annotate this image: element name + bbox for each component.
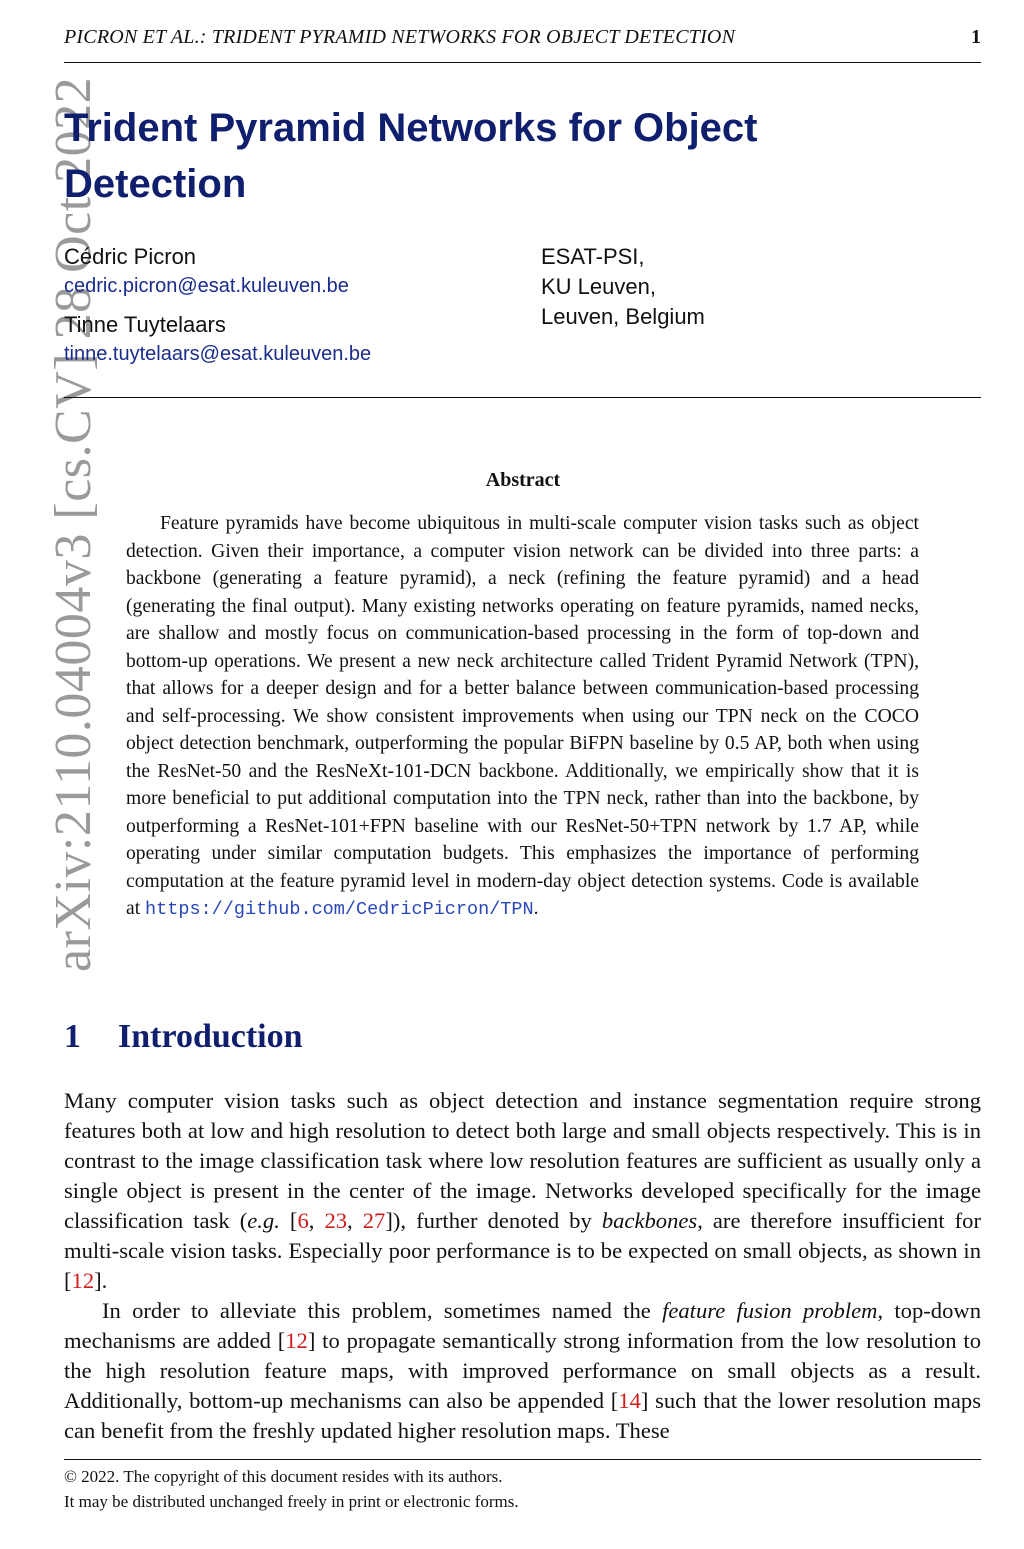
author-name: Tinne Tuytelaars bbox=[64, 312, 226, 337]
code-url-link[interactable]: https://github.com/CedricPicron/TPN bbox=[145, 899, 534, 920]
section-title: Introduction bbox=[118, 1018, 303, 1055]
affiliation bbox=[541, 242, 705, 332]
abstract-body bbox=[126, 510, 919, 924]
header-rule bbox=[64, 62, 981, 63]
paragraph bbox=[64, 1086, 981, 1296]
text-run: , bbox=[308, 1208, 325, 1233]
paragraph bbox=[64, 1296, 981, 1446]
citation-link[interactable]: 27 bbox=[362, 1208, 386, 1233]
intro-body bbox=[64, 1086, 981, 1446]
abstract-heading: Abstract bbox=[485, 469, 561, 491]
page-number: 1 bbox=[971, 26, 981, 48]
text-run: , top-down mechanisms are added [ bbox=[64, 1298, 981, 1353]
citation-link[interactable]: 14 bbox=[618, 1388, 641, 1413]
copyright-footnote bbox=[64, 1464, 519, 1514]
text-run: ]), further denoted by bbox=[385, 1208, 602, 1233]
paper-title-line2: Detection bbox=[64, 162, 247, 206]
text-run: , bbox=[347, 1208, 363, 1233]
paper-title bbox=[64, 100, 914, 212]
author-email-link[interactable]: tinne.tuytelaars@esat.kuleuven.be bbox=[64, 343, 372, 365]
citation-link[interactable]: 6 bbox=[297, 1208, 309, 1233]
text-run: Many computer vision tasks such as object detection and instance segmentation require strong features both at low and high resolution to detect both large and small objects respectively. This is in contrast to the image classification task where low resolution features are sufficient as usually only a single object is present in the center of the image. Networks developed specifically for the image classification task ( bbox=[64, 1088, 981, 1233]
text-run: [ bbox=[279, 1208, 298, 1233]
paper-title-line1: Trident Pyramid Networks for Object bbox=[64, 106, 758, 150]
section-number: 1 bbox=[64, 1018, 81, 1055]
section-heading bbox=[64, 1018, 303, 1056]
text-run: In order to alleviate this problem, sometimes named the bbox=[102, 1298, 663, 1323]
citation-link[interactable]: 12 bbox=[71, 1268, 95, 1293]
citation-link[interactable]: 12 bbox=[285, 1328, 308, 1353]
affiliation-line: KU Leuven, bbox=[541, 274, 656, 299]
abstract-end: . bbox=[533, 898, 539, 919]
abstract-text: Feature pyramids have become ubiquitous in multi-scale computer vision tasks such as object detection. Given their importance, a computer vision network can be divided into three parts: a backbone (generating a feature pyramid), a neck (refining the feature pyramid) and a head (generating the final output). Many existing networks operating on feature pyramids, named necks, are shallow and mostly focus on communication-based processing in the form of top-down and bottom-up operations. We present a new neck architecture called Trident Pyramid Network (TPN), that allows for a deeper design and for a better balance between communication-based processing and self-processing. We show consistent improvements when using our TPN neck on the COCO object detection benchmark, outperforming the popular BiFPN baseline by 0.5 AP, both when using the ResNet-50 and the ResNeXt-101-DCN backbone. Additionally, we empirically show that it is more beneficial to put additional computation into the TPN neck, rather than into the backbone, by outperforming a ResNet-101+FPN baseline with our ResNet-50+TPN network by 1.7 AP, while operating under similar computation budgets. This emphasizes the importance of performing computation at the feature pyramid level in modern-day object detection systems. Code is available at bbox=[126, 513, 919, 919]
text-run: , are therefore insufficient for multi-scale vision tasks. Especially poor performance is to be expected on small objects, as shown in [ bbox=[64, 1208, 981, 1293]
footnote-line: © 2022. The copyright of this document resides with its authors. bbox=[64, 1467, 503, 1486]
author-email-link[interactable]: cedric.picron@esat.kuleuven.be bbox=[64, 275, 349, 297]
footnote-rule bbox=[64, 1459, 981, 1460]
text-run: e.g. bbox=[247, 1208, 280, 1233]
running-head bbox=[64, 26, 981, 56]
text-run: feature fusion problem bbox=[662, 1298, 878, 1323]
citation-link[interactable]: 23 bbox=[324, 1208, 348, 1233]
running-title: PICRON ET AL.: TRIDENT PYRAMID NETWORKS FOR OBJECT DETECTION bbox=[64, 26, 736, 48]
arxiv-stamp: arXiv:2110.04004v3 [cs.CV] 28 Oct 2022 bbox=[45, 76, 102, 972]
text-run: ] such that the lower resolution maps can benefit from the freshly updated higher resolution maps. These bbox=[64, 1388, 981, 1443]
text-run: backbones bbox=[601, 1208, 698, 1233]
affiliation-line: Leuven, Belgium bbox=[541, 304, 705, 329]
footnote-line: It may be distributed unchanged freely in print or electronic forms. bbox=[64, 1492, 519, 1511]
author-name: Cédric Picron bbox=[64, 244, 197, 269]
affiliation-line: ESAT-PSI, bbox=[541, 244, 645, 269]
text-run: ]. bbox=[94, 1268, 108, 1293]
title-block-rule bbox=[64, 397, 981, 398]
text-run: ] to propagate semantically strong information from the low resolution to the high resolution feature maps, with improved performance on small objects as a result. Additionally, bottom-up mechanisms can also be appended [ bbox=[64, 1328, 981, 1413]
